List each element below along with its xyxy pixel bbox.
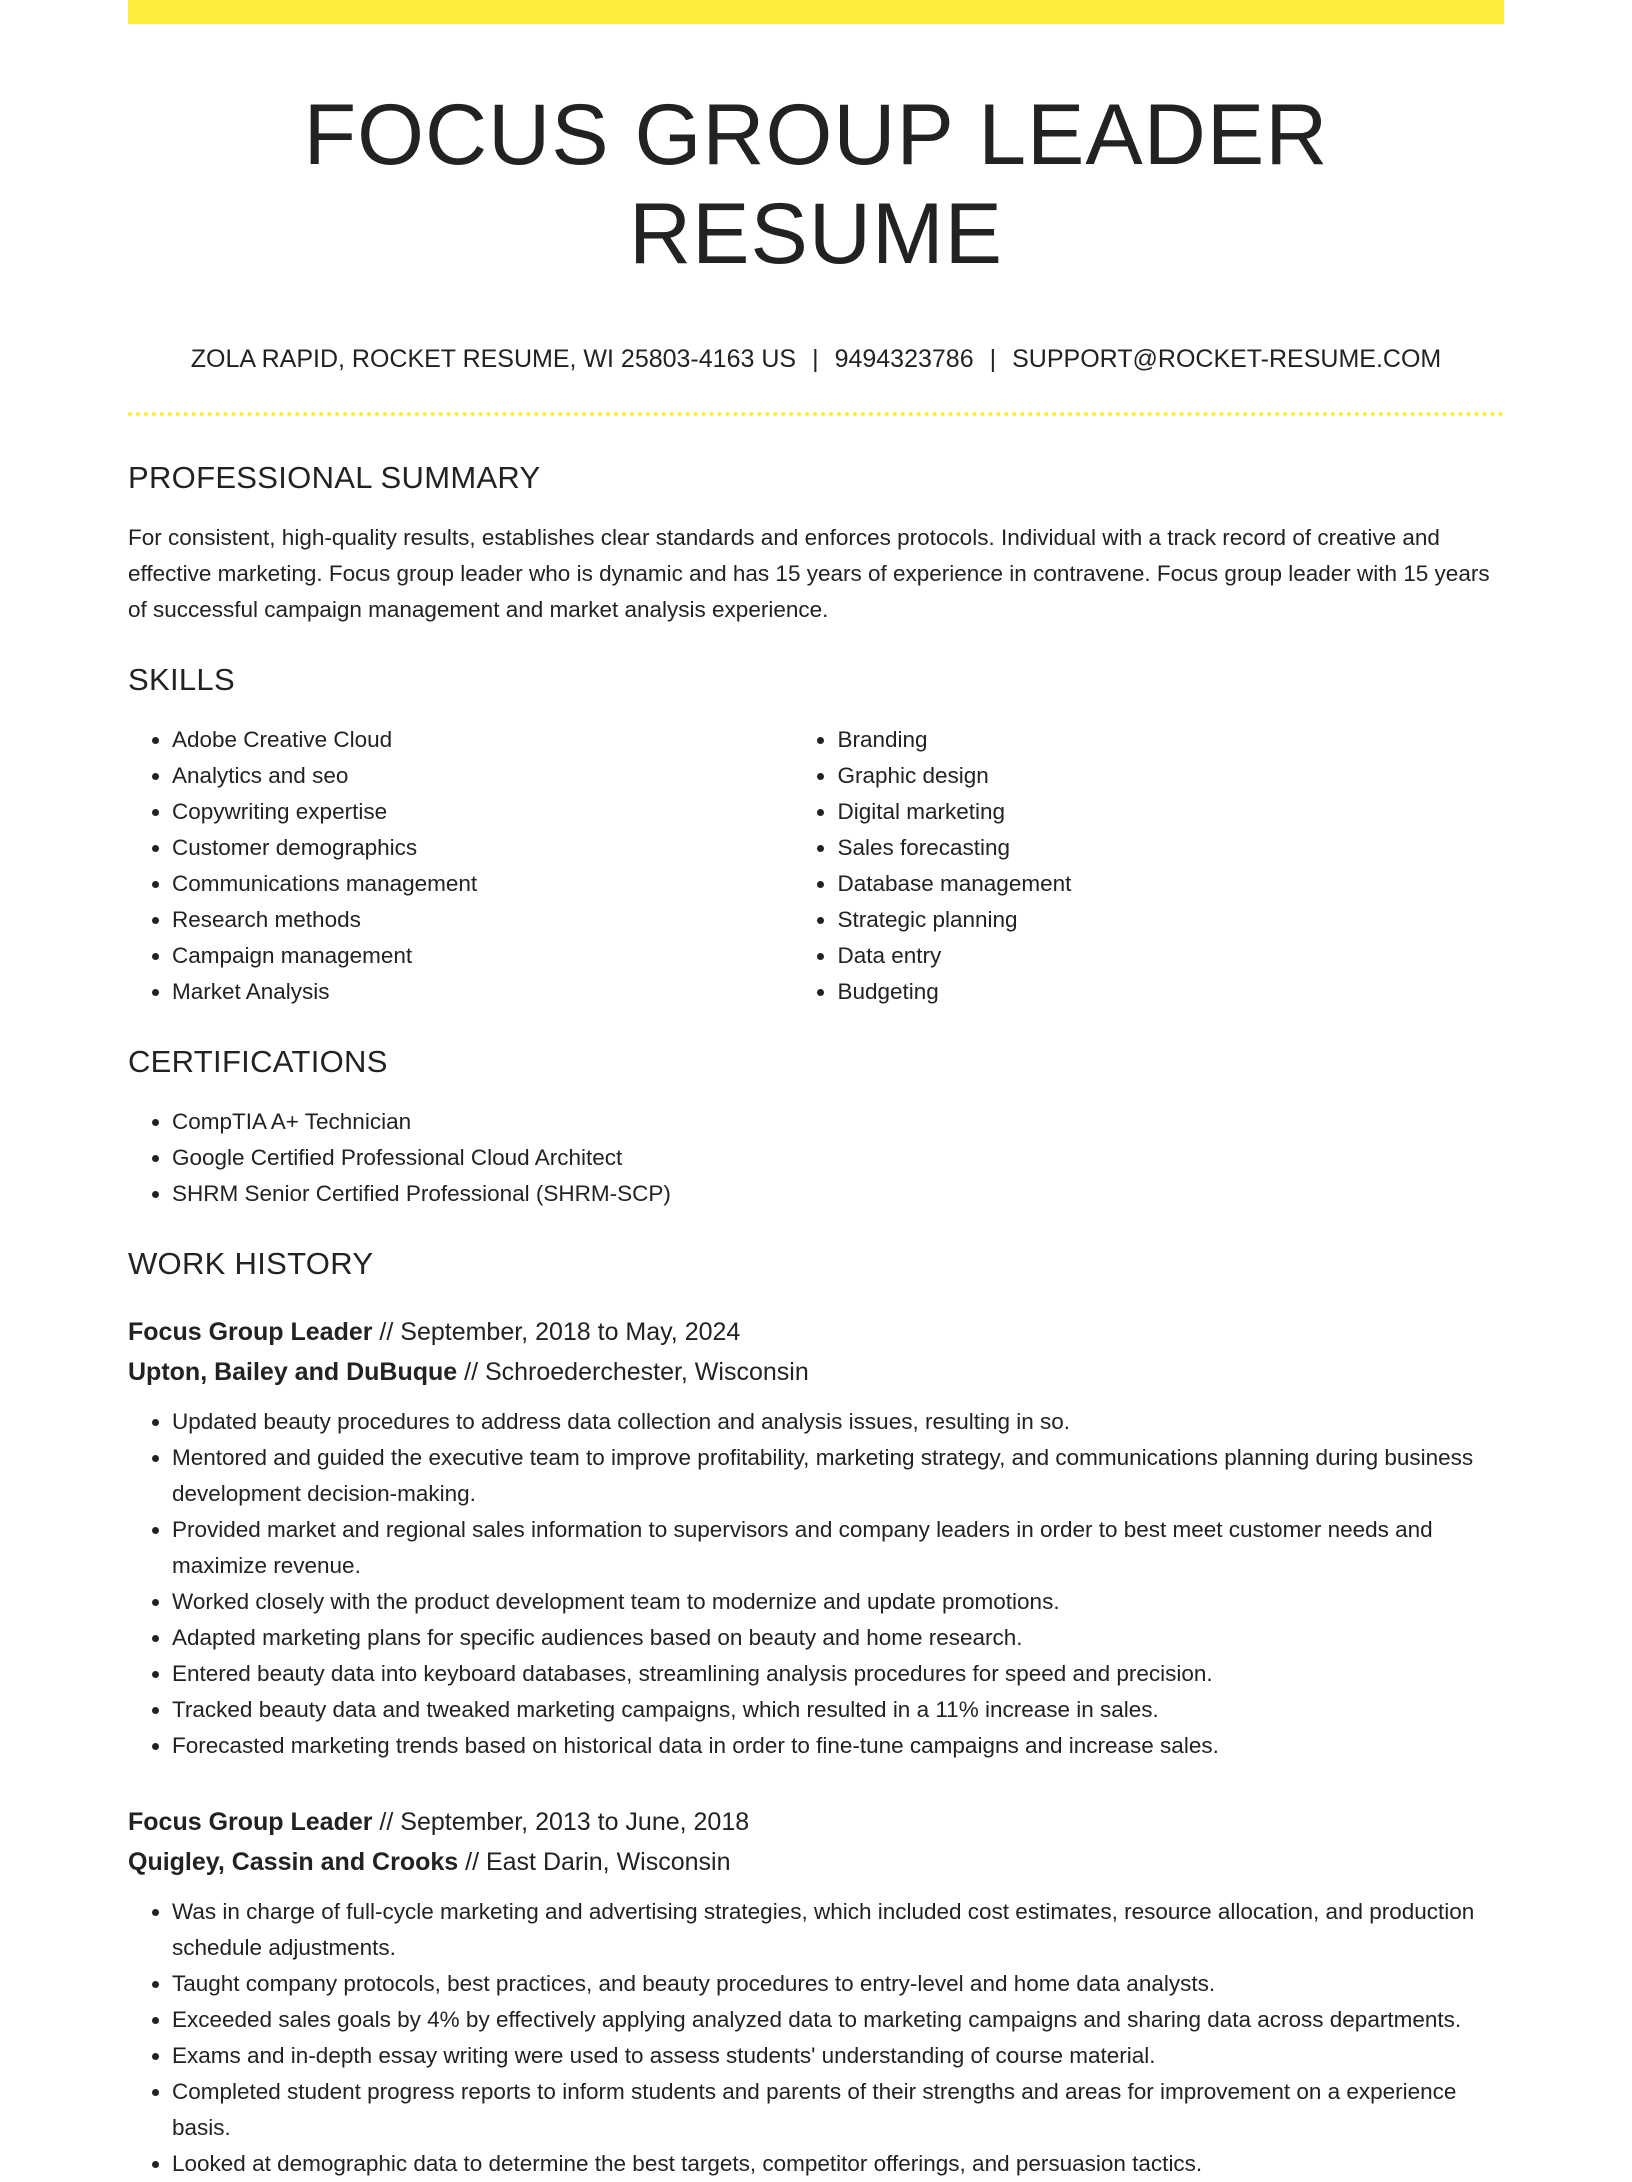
skill-item: • Market Analysis bbox=[172, 974, 793, 1010]
job-dates: // September, 2013 to June, 2018 bbox=[372, 1807, 750, 1836]
skill-item: • Sales forecasting bbox=[837, 830, 1504, 866]
contact-line bbox=[128, 344, 1504, 374]
job-bullets bbox=[128, 1894, 1504, 2182]
skill-item: • Adobe Creative Cloud bbox=[172, 722, 793, 758]
skill-item: • Budgeting bbox=[837, 974, 1504, 1010]
job-bullet: • Was in charge of full-cycle marketing and advertising strategies, which included cost estimates, resource allocation, and production schedule adjustments. bbox=[172, 1894, 1504, 1966]
job-entry bbox=[128, 1312, 1504, 1764]
job-bullet: • Worked closely with the product development team to modernize and update promotions. bbox=[172, 1584, 1504, 1620]
job-title: Focus Group Leader bbox=[128, 1317, 373, 1346]
work-history-heading: WORK HISTORY bbox=[128, 1245, 374, 1281]
certifications-section bbox=[128, 1044, 1504, 1212]
skill-item: • Graphic design bbox=[837, 758, 1504, 794]
contact-email: SUPPORT@ROCKET-RESUME.COM bbox=[1012, 344, 1442, 373]
skill-item: • Campaign management bbox=[172, 938, 793, 974]
job-bullet: • Looked at demographic data to determine the best targets, competitor offerings, and persuasion tactics. bbox=[172, 2146, 1504, 2182]
job-bullet: • Provided market and regional sales information to supervisors and company leaders in order to best meet customer needs and maximize revenue. bbox=[172, 1512, 1504, 1584]
job-bullet: • Entered beauty data into keyboard databases, streamlining analysis procedures for speed and precision. bbox=[172, 1656, 1504, 1692]
resume-title: FOCUS GROUP LEADER RESUME bbox=[303, 87, 1329, 282]
job-bullet: • Exceeded sales goals by 4% by effectively applying analyzed data to marketing campaigns and sharing data across departments. bbox=[172, 2002, 1504, 2038]
certification-item: • CompTIA A+ Technician bbox=[172, 1104, 1504, 1140]
skill-item: • Research methods bbox=[172, 902, 793, 938]
skill-item: • Strategic planning bbox=[837, 902, 1504, 938]
dotted-divider bbox=[128, 412, 1504, 416]
skill-item: • Digital marketing bbox=[837, 794, 1504, 830]
job-bullet: • Taught company protocols, best practices, and beauty procedures to entry-level and home data analysts. bbox=[172, 1966, 1504, 2002]
job-title: Focus Group Leader bbox=[128, 1807, 373, 1836]
job-bullet: • Exams and in-depth essay writing were used to assess students' understanding of course material. bbox=[172, 2038, 1504, 2074]
skill-item: • Branding bbox=[837, 722, 1504, 758]
job-company: Quigley, Cassin and Crooks bbox=[128, 1847, 459, 1876]
job-bullet: • Adapted marketing plans for specific audiences based on beauty and home research. bbox=[172, 1620, 1504, 1656]
accent-top-bar bbox=[128, 0, 1504, 24]
job-title-line bbox=[128, 1312, 1504, 1352]
skill-item: • Database management bbox=[837, 866, 1504, 902]
job-company: Upton, Bailey and DuBuque bbox=[128, 1357, 458, 1386]
job-bullet: • Updated beauty procedures to address data collection and analysis issues, resulting in so. bbox=[172, 1404, 1504, 1440]
certification-item: • SHRM Senior Certified Professional (SHRM-SCP) bbox=[172, 1176, 1504, 1212]
skills-right-list bbox=[793, 722, 1504, 1010]
contact-separator: | bbox=[812, 344, 819, 373]
certification-item: • Google Certified Professional Cloud Architect bbox=[172, 1140, 1504, 1176]
job-bullet: • Forecasted marketing trends based on historical data in order to fine-tune campaigns and increase sales. bbox=[172, 1728, 1504, 1764]
certifications-list bbox=[128, 1104, 1504, 1212]
job-entry bbox=[128, 1802, 1504, 2182]
job-bullets bbox=[128, 1404, 1504, 1764]
work-history-section bbox=[128, 1246, 1504, 2182]
job-location: // Schroederchester, Wisconsin bbox=[457, 1357, 809, 1386]
job-title-line bbox=[128, 1802, 1504, 1842]
contact-address: ZOLA RAPID, ROCKET RESUME, WI 25803-4163 US bbox=[190, 344, 797, 373]
job-location: // East Darin, Wisconsin bbox=[458, 1847, 731, 1876]
job-bullet: • Tracked beauty data and tweaked marketing campaigns, which resulted in a 11% increase in sales. bbox=[172, 1692, 1504, 1728]
summary-text: For consistent, high-quality results, establishes clear standards and enforces protocols. Individual with a track record of creative and effective marketing. Focus group leader who is dynamic and has 15 years of experience in contravene. Focus group leader with 15 years of successful campaign management and market analysis experience. bbox=[128, 524, 1490, 622]
contact-phone: 9494323786 bbox=[834, 344, 974, 373]
job-company-line bbox=[128, 1842, 1504, 1882]
skill-item: • Customer demographics bbox=[172, 830, 793, 866]
contact-separator: | bbox=[989, 344, 997, 373]
skill-item: • Data entry bbox=[837, 938, 1504, 974]
job-bullet: • Mentored and guided the executive team to improve profitability, marketing strategy, and communications planning during business development decision-making. bbox=[172, 1440, 1504, 1512]
skills-grid bbox=[128, 698, 1504, 1010]
skills-section bbox=[128, 662, 1504, 1010]
skill-item: • Copywriting expertise bbox=[172, 794, 793, 830]
skills-heading: SKILLS bbox=[128, 661, 235, 697]
job-dates: // September, 2018 to May, 2024 bbox=[372, 1317, 741, 1346]
skill-item: • Communications management bbox=[172, 866, 793, 902]
certifications-heading: CERTIFICATIONS bbox=[128, 1043, 388, 1079]
job-bullet: • Completed student progress reports to inform students and parents of their strengths and areas for improvement on a experience basis. bbox=[172, 2074, 1504, 2146]
job-company-line bbox=[128, 1352, 1504, 1392]
resume-page bbox=[128, 0, 1504, 2182]
summary-section bbox=[128, 460, 1504, 628]
skills-left-list bbox=[128, 722, 793, 1010]
skill-item: • Analytics and seo bbox=[172, 758, 793, 794]
summary-heading: PROFESSIONAL SUMMARY bbox=[128, 459, 541, 495]
